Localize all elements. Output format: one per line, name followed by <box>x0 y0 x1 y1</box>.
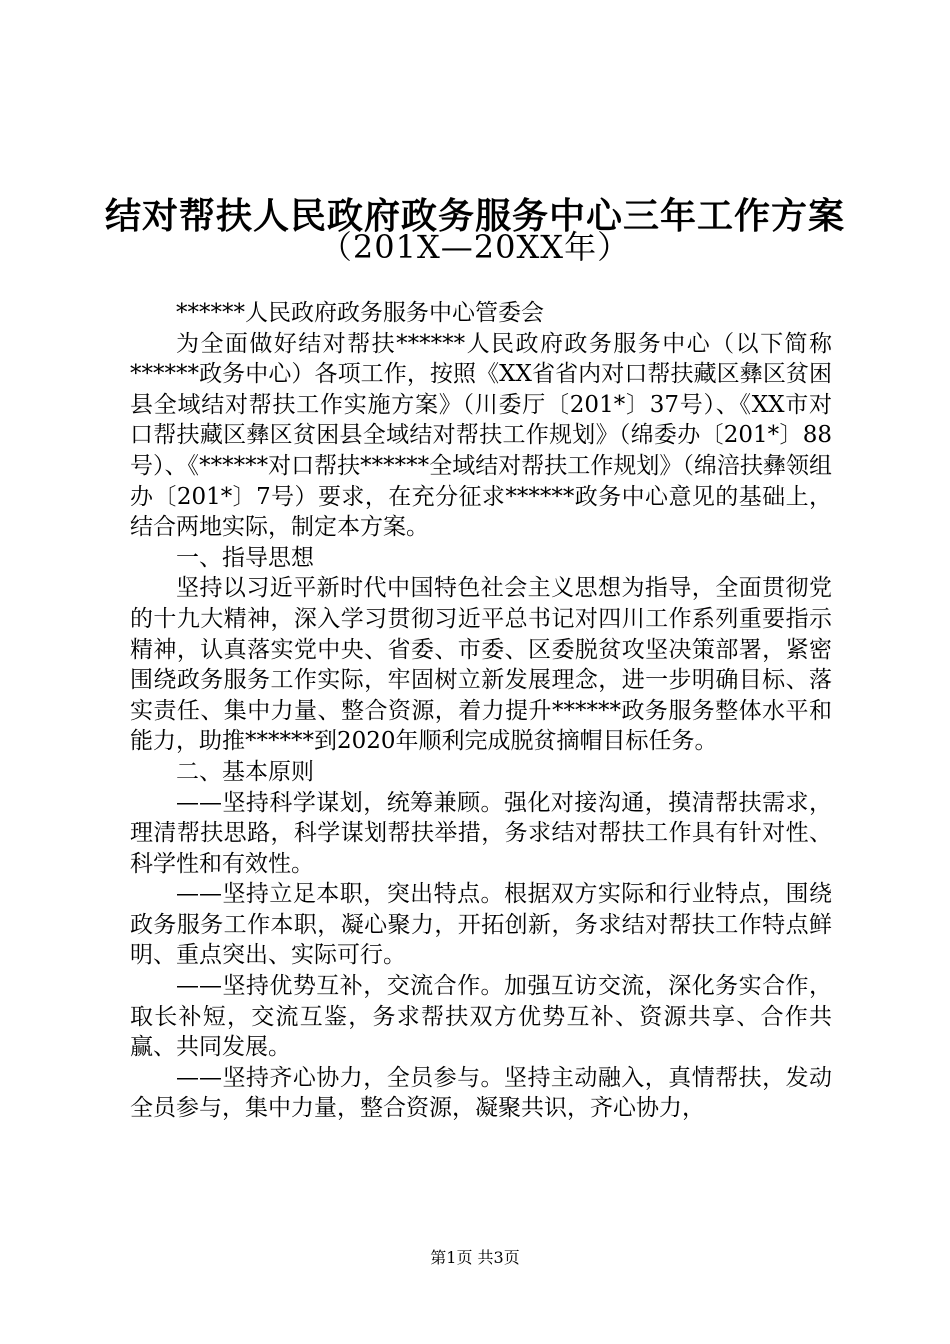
page-number-footer: 第1页 共3页 <box>430 1248 520 1267</box>
document-body <box>130 298 832 1124</box>
principle-paragraph: ——坚持科学谋划，统筹兼顾。强化对接沟通，摸清帮扶需求，理清帮扶思路，科学谋划帮扶举措，务求结对帮扶工作具有针对性、科学性和有效性。 <box>130 789 832 877</box>
intro-paragraph: 为全面做好结对帮扶******人民政府政务服务中心（以下简称******政务中心）各项工作，按照《XX省省内对口帮扶藏区彝区贫困县全域结对帮扶工作实施方案》（川委厅〔201*〕37号）、《XX市对口帮扶藏区彝区贫困县全域结对帮扶工作规划》（绵委办〔201*〕88号）、《******对口帮扶******全域结对帮扶工作规划》（绵涪扶彝领组办〔201*〕7号）要求，在充分征求******政务中心意见的基础上，结合两地实际，制定本方案。 <box>130 330 832 541</box>
document-subtitle-years: （201X—20XX年） <box>319 228 631 266</box>
principle-paragraph: ——坚持立足本职，突出特点。根据双方实际和行业特点，围绕政务服务工作本职，凝心聚力，开拓创新，务求结对帮扶工作特点鲜明、重点突出、实际可行。 <box>130 881 832 969</box>
principle-paragraph: ——坚持优势互补，交流合作。加强互访交流，深化务实合作，取长补短，交流互鉴，务求帮扶双方优势互补、资源共享、合作共赢、共同发展。 <box>130 973 832 1061</box>
document-title: 结对帮扶人民政府政务服务中心三年工作方案 <box>104 195 845 237</box>
section-heading-guiding-ideology: 一、指导思想 <box>176 544 314 571</box>
issuing-organization: ******人民政府政务服务中心管委会 <box>176 300 544 326</box>
guiding-ideology-paragraph: 坚持以习近平新时代中国特色社会主义思想为指导，全面贯彻党的十九大精神，深入学习贯彻习近平总书记对四川工作系列重要指示精神，认真落实党中央、省委、市委、区委脱贫攻坚决策部署，紧密围绕政务服务工作实际，牢固树立新发展理念，进一步明确目标、落实责任、集中力量、整合资源，着力提升******政务服务整体水平和能力，助推******到2020年顺利完成脱贫摘帽目标任务。 <box>130 575 832 755</box>
section-heading-basic-principles: 二、基本原则 <box>176 758 314 785</box>
principle-paragraph: ——坚持齐心协力，全员参与。坚持主动融入，真情帮扶，发动全员参与，集中力量，整合资源，凝聚共识，齐心协力， <box>130 1064 832 1122</box>
